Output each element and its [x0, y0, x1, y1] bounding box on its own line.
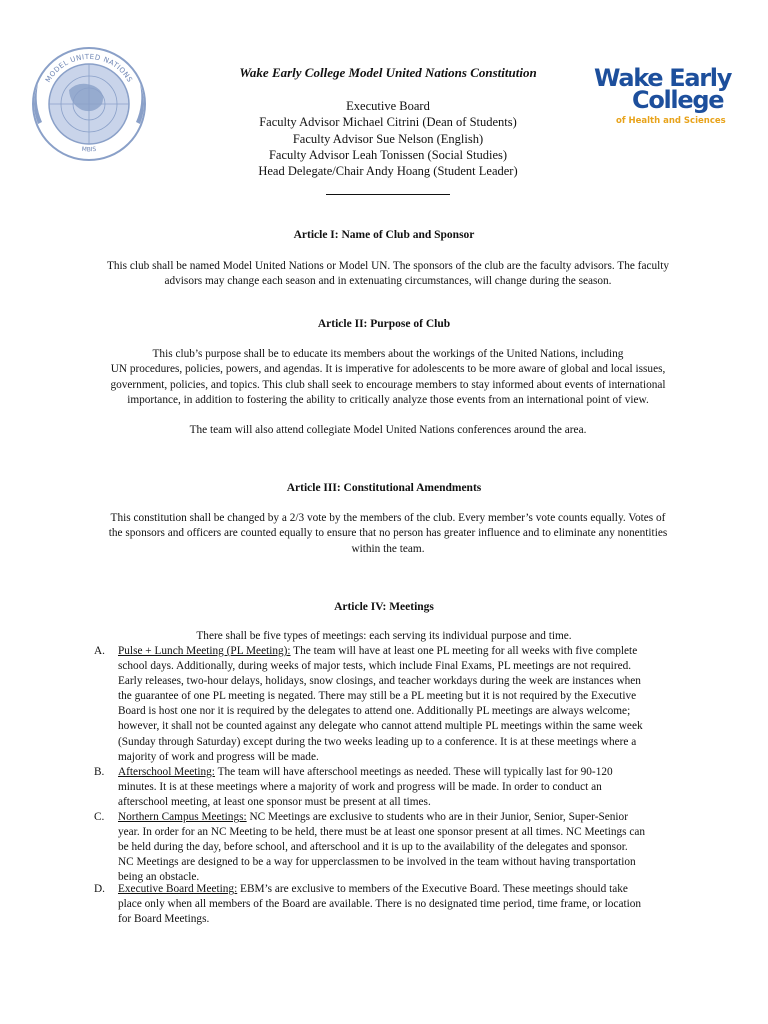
meeting-name: Executive Board Meeting: [118, 883, 238, 895]
meeting-name: Northern Campus Meetings: [118, 811, 247, 823]
wake-early-college-logo [594, 64, 734, 130]
article-1-heading: Article I: Name of Club and Sponsor [293, 229, 475, 241]
text-line: the guarantee of one PL meeting is negated. There may still be a PL meeting but it is not required by the Executive [118, 690, 637, 703]
document-title: Wake Early College Model United Nations Constitution [239, 65, 537, 80]
list-letter: C. [94, 811, 105, 823]
list-letter: B. [94, 766, 105, 778]
text-line: importance, in addition to fostering the ability to critically analyze those events from an international point of view. [127, 394, 649, 407]
board-line: Head Delegate/Chair Andy Hoang (Student Leader) [258, 164, 518, 179]
text-line: government, policies, and topics. This club shall seek to encourage members to stay informed about events of international [110, 378, 666, 391]
text-line: the sponsors and officers are counted equally to ensure that no person has greater influence and to eliminate any nonentities [108, 527, 668, 540]
text-line: The team will have afterschool meetings as needed. These will typically last for 90-120 [214, 766, 613, 778]
text-line: majority of work and progress will be made. [118, 750, 319, 763]
college-logo-line2: College [632, 86, 724, 114]
meeting-item-a [94, 644, 708, 765]
text-line: NC Meetings are designed to be a way for upperclassmen to be involved in the team without having transportation [118, 856, 636, 869]
article-4-intro: There shall be five types of meetings: each serving its individual purpose and time. [196, 630, 572, 642]
text-line: advisors may change each season and in extenuating circumstances, will change during the season. [164, 275, 612, 288]
meeting-name: Afterschool Meeting: [118, 766, 215, 778]
meeting-item-b [94, 765, 708, 810]
college-logo-line1: Wake Early [594, 64, 732, 92]
article-3-heading: Article III: Constitutional Amendments [286, 482, 482, 494]
text-line: Board is host one nor it is required by the delegates to attend one. Additionally PL meetings are always welcome; [118, 705, 631, 718]
text-line: place only when all members of the Board are available. There is no designated time period, time frame, or location [118, 898, 642, 911]
article-2-heading: Article II: Purpose of Club [317, 318, 451, 330]
text-line: (Sunday through Saturday) except during the two weeks leading up to a conference. It is at these meetings where a [118, 735, 637, 748]
text-line: school days. Additionally, during weeks of major tests, which include Final Exams, PL meetings are not required. [118, 660, 632, 673]
article-4-heading: Article IV: Meetings [334, 601, 434, 613]
text-line: This club’s purpose shall be to educate its members about the workings of the United Nations, including [152, 348, 624, 360]
board-line: Faculty Advisor Sue Nelson (English) [292, 131, 484, 146]
text-line: minutes. It is at these meetings where a majority of work and progress will be made. In order to conduct an [118, 781, 602, 794]
article-3-text [76, 511, 700, 557]
list-letter: D. [94, 883, 105, 895]
text-line: The team will have at least one PL meeting for all weeks with five complete [290, 645, 638, 657]
seal-bottom-text: MBIS [81, 145, 97, 154]
list-letter: A. [94, 645, 105, 657]
board-line: Faculty Advisor Michael Citrini (Dean of Students) [259, 115, 517, 130]
text-line: for Board Meetings. [118, 913, 210, 926]
meeting-name: Pulse + Lunch Meeting (PL Meeting): [118, 645, 291, 657]
text-line: be held during the day, before school, and afterschool and it is up to the availability of the delegates and sponsor. [118, 841, 628, 854]
model-un-seal-logo [24, 40, 154, 164]
seal-top-text: MODEL UNITED NATIONS [44, 52, 134, 84]
text-line: This club shall be named Model United Nations or Model UN. The sponsors of the club are the faculty advisors. The faculty [106, 260, 670, 272]
college-logo-line3: of Health and Sciences [616, 116, 726, 126]
text-line: within the team. [351, 542, 425, 555]
text-line: afterschool meeting, at least one sponsor must be present at all times. [118, 796, 431, 809]
title-divider [326, 194, 450, 195]
svg-text:MBIS [81, 146, 97, 154]
meeting-item-c [94, 810, 708, 885]
board-line: Faculty Advisor Leah Tonissen (Social Studies) [268, 147, 508, 162]
executive-board-list [200, 98, 576, 179]
text-line: however, it shall not be counted against any delegate who cannot attend multiple PL meetings within the same week [118, 720, 643, 733]
board-line: Executive Board [346, 99, 430, 113]
article-2-text-2: The team will also attend collegiate Model United Nations conferences around the area. [189, 424, 587, 436]
text-line: UN procedures, policies, powers, and agendas. It is imperative for adolescents to be more aware of global and local issues, [110, 363, 666, 376]
text-line: NC Meetings are exclusive to students who are in their Junior, Senior, Super-Senior [246, 811, 628, 823]
text-line: being an obstacle. [118, 871, 200, 884]
text-line: year. In order for an NC Meeting to be held, there must be at least one sponsor present at all times. NC Meetings can [118, 826, 646, 839]
text-line: Early releases, two-hour delays, holidays, snow closings, and teacher workdays during the week are instances when [118, 675, 641, 688]
text-line: EBM’s are exclusive to members of the Executive Board. These meetings should take [237, 883, 628, 895]
article-1-text [76, 259, 700, 290]
article-2-text [76, 347, 700, 409]
text-line: This constitution shall be changed by a 2/3 vote by the members of the club. Every member’s vote counts equally. Votes of [110, 512, 666, 524]
meeting-item-d [94, 882, 708, 927]
